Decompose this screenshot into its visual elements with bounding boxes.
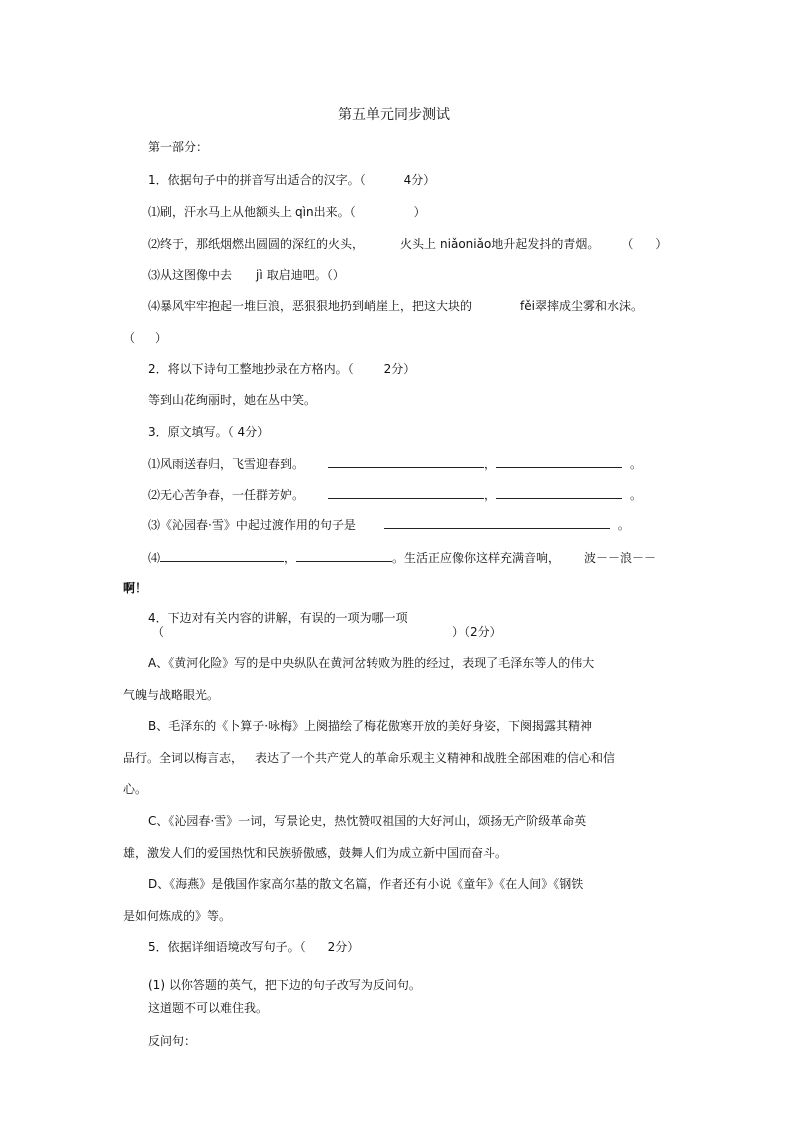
part-heading: 第一部分： — [148, 140, 209, 154]
q3-line-4: ⑷ ， 。生活正应像你这样充满音响， 波－－浪－－ — [148, 551, 657, 565]
q1-sentence-4: ⑷暴风牢牢抱起一堆巨浪，恶狠狠地扔到峭崖上，把这大块的 fěi翠摔成尘雾和水沫。 — [148, 299, 643, 313]
q4-option-b-line-2: 品行。全词以梅言志， 表达了一个共产党人的革命乐观主义精神和战胜全部困难的信心和信 — [123, 751, 616, 765]
answer-blank[interactable] — [384, 516, 610, 529]
q4-option-a-line-2: 气魄与战略眼光。 — [123, 688, 220, 702]
answer-blank[interactable] — [160, 549, 284, 562]
q4-option-a-line-1: A、《黄河化险》写的是中央纵队在黄河岔转败为胜的经过，表现了毛泽东等人的伟大 — [148, 656, 595, 670]
q5-source-sentence: 这道题不可以难住我。 — [148, 1001, 269, 1015]
q4-answer-paren-close: ）（2分） — [452, 625, 502, 639]
q4-option-c-line-1: C、《沁园春·雪》一词，写景论史，热忱赞叹祖国的大好河山，颂扬无产阶级革命英 — [148, 814, 587, 828]
q2-poem-line: 等到山花绚丽时，她在丛中笑。 — [148, 393, 317, 407]
q3-prompt: 3．原文填写。（ 4分） — [148, 425, 270, 439]
answer-blank[interactable] — [328, 486, 484, 499]
q3-line-3: ⑶《沁园春·雪》中起过渡作用的句子是 。 — [148, 518, 630, 532]
q2-prompt: 2．将以下诗句工整地抄录在方格内。（ 2分） — [148, 362, 416, 376]
q5-instruction: (1) 以你答题的英气，把下边的句子改写为反问句。 — [148, 978, 421, 992]
q4-option-b-line-1: B、毛泽东的《卜算子·咏梅》上阕描绘了梅花傲寒开放的美好身姿，下阕揭露其精神 — [148, 719, 593, 733]
q1-sentence-4-answer: （ ） — [123, 331, 168, 345]
q4-answer-paren-open: （ — [152, 625, 165, 639]
q5-prompt: 5．依据详细语境改写句子。（ 2分） — [148, 940, 360, 954]
page-title: 第五单元同步测试 — [338, 107, 450, 123]
q4-option-b-line-3: 心。 — [123, 782, 148, 796]
q4-option-c-line-2: 雄，激发人们的爱国热忱和民族骄傲感，鼓舞人们为成立新中国而奋斗。 — [123, 846, 508, 860]
q1-sentence-1: ⑴刷，汗水马上从他额头上 qìn出来。（ ） — [148, 205, 426, 219]
q3-line-4-end: 啊！ — [123, 581, 148, 595]
answer-blank[interactable] — [496, 455, 622, 468]
q4-option-d-line-2: 是如何炼成的》等。 — [123, 909, 232, 923]
answer-blank[interactable] — [328, 455, 484, 468]
q5-answer-label: 反问句： — [148, 1034, 197, 1048]
answer-blank[interactable] — [296, 549, 392, 562]
q4-option-d-line-1: D、《海燕》是俄国作家高尔基的散文名篇，作者还有小说《童年》《在人间》《钢铁 — [148, 877, 584, 891]
q3-line-2: ⑵无心苦争春，一任群芳妒。 ， 。 — [148, 488, 643, 502]
q1-prompt: 1．依据句子中的拼音写出适合的汉字。（ 4分） — [148, 173, 436, 187]
answer-blank[interactable] — [496, 486, 622, 499]
q1-sentence-2: ⑵终于，那纸烟燃出圆圆的深红的火头， 火头上 niǎoniǎo地升起发抖的青烟。 （ ） — [148, 237, 668, 251]
q1-sentence-3: ⑶从这图像中去 jì 取启迪吧。（） — [148, 268, 345, 282]
q4-prompt: 4．下边对有关内容的讲解，有误的一项为哪一项 — [148, 611, 408, 625]
q3-line-1: ⑴风雨送春归，飞雪迎春到。 ， 。 — [148, 457, 643, 471]
